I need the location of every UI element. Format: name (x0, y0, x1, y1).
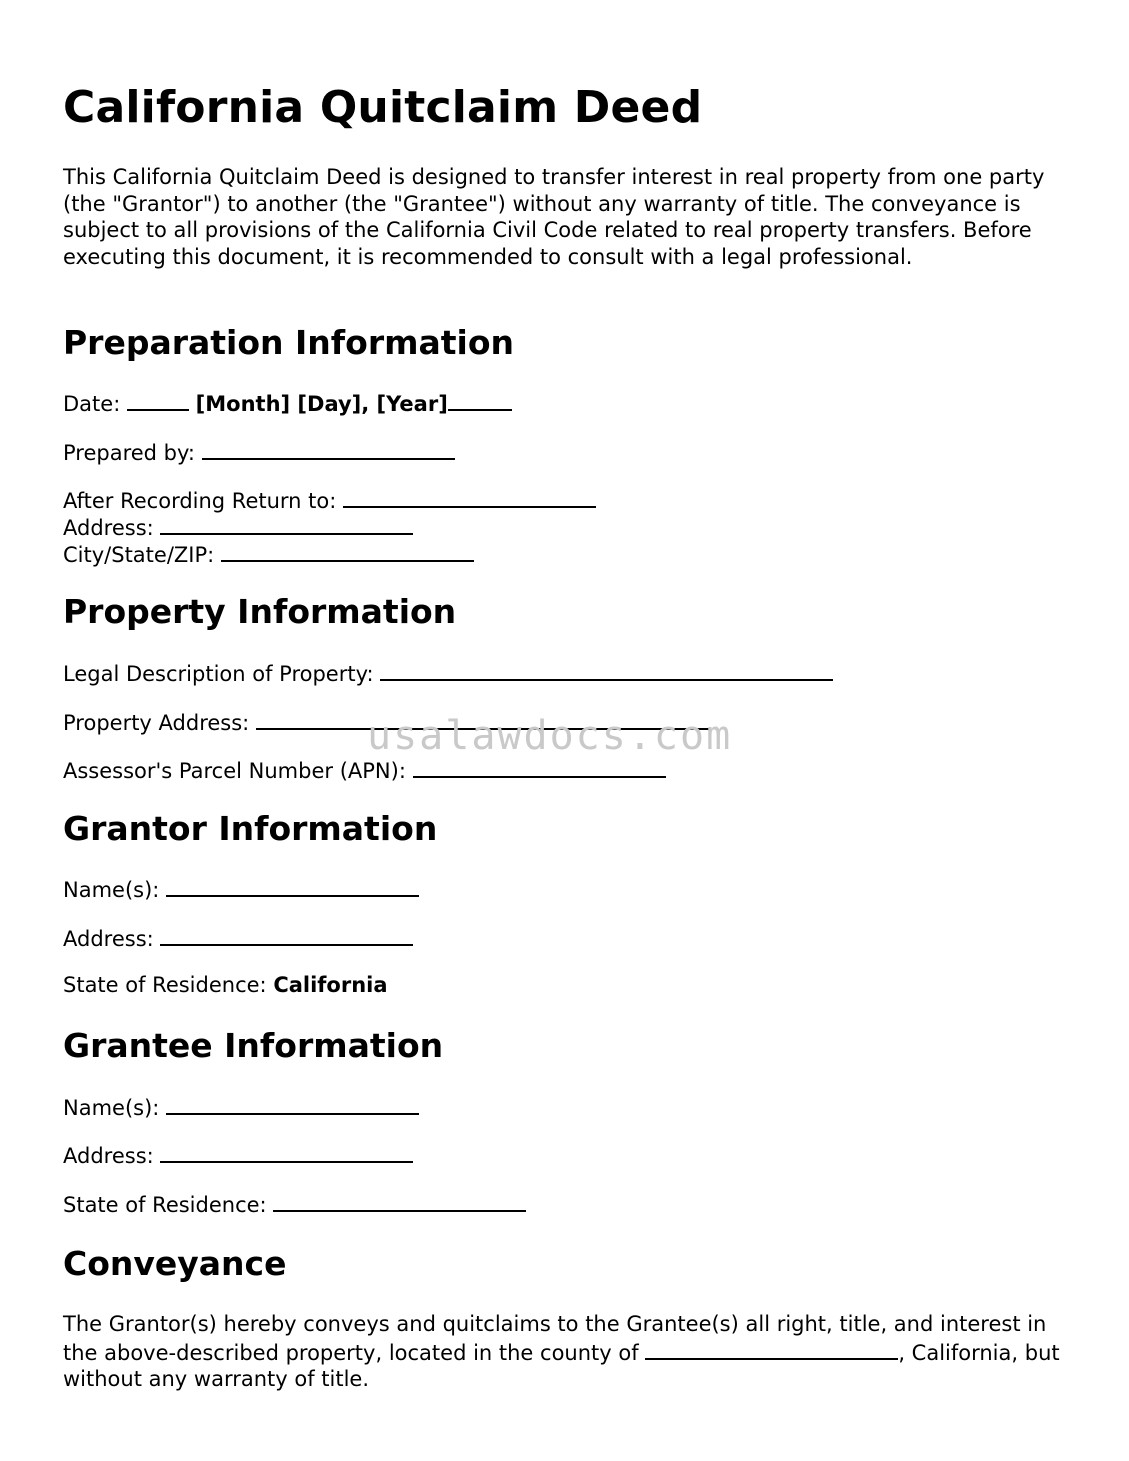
city-state-zip-label: City/State/ZIP: (63, 543, 215, 567)
conveyance-text-after: , California, but without any warranty of title. (63, 1340, 1060, 1391)
grantee-names-line (63, 1093, 419, 1122)
grantee-address-line (63, 1141, 413, 1170)
grantor-address-field[interactable] (160, 924, 413, 946)
legal-description-label: Legal Description of Property: (63, 662, 374, 686)
property-address-label: Property Address: (63, 711, 250, 735)
grantee-heading: Grantee Information (63, 1026, 444, 1065)
grantee-state-field[interactable] (273, 1190, 526, 1212)
grantee-address-label: Address: (63, 1144, 154, 1168)
prepared-by-field[interactable] (202, 438, 455, 460)
watermark-text: usalawdocs.com (367, 713, 733, 759)
apn-line (63, 756, 666, 785)
grantor-names-field[interactable] (166, 875, 419, 897)
grantee-names-label: Name(s): (63, 1096, 160, 1120)
property-heading: Property Information (63, 592, 457, 631)
apn-field[interactable] (413, 756, 666, 778)
document-title: California Quitclaim Deed (63, 82, 703, 133)
grantor-state-value: California (273, 973, 388, 997)
legal-description-line (63, 659, 833, 688)
grantor-names-label: Name(s): (63, 878, 160, 902)
grantee-state-label: State of Residence: (63, 1193, 267, 1217)
grantor-heading: Grantor Information (63, 809, 438, 848)
return-to-field[interactable] (343, 486, 596, 508)
date-blank-before[interactable] (127, 389, 189, 411)
grantor-address-label: Address: (63, 927, 154, 951)
grantor-names-line (63, 875, 419, 904)
prepared-by-line (63, 438, 455, 467)
legal-description-field[interactable] (380, 659, 833, 681)
return-to-line (63, 486, 596, 515)
prepared-by-label: Prepared by: (63, 441, 195, 465)
intro-paragraph: This California Quitclaim Deed is designed to transfer interest in real property from one party (the "Grantor") to another (the "Grantee") without any warranty of title. The conveyance is subject to all provisions of the California Civil Code related to real property transfers. Before executing this document, it is recommended to consult with a legal professional. (63, 165, 1045, 269)
grantee-address-field[interactable] (160, 1141, 413, 1163)
conveyance-heading: Conveyance (63, 1244, 287, 1283)
conveyance-paragraph (63, 1311, 1068, 1393)
county-field[interactable] (645, 1338, 898, 1360)
return-address-field[interactable] (160, 513, 413, 535)
grantee-names-field[interactable] (166, 1093, 419, 1115)
return-to-label: After Recording Return to: (63, 489, 337, 513)
city-state-zip-field[interactable] (221, 540, 474, 562)
apn-label: Assessor's Parcel Number (APN): (63, 759, 406, 783)
date-blank-after[interactable] (448, 389, 512, 411)
date-line (63, 389, 512, 418)
date-value: [Month] [Day], [Year] (195, 392, 448, 416)
return-address-label: Address: (63, 516, 154, 540)
grantor-state-label: State of Residence: (63, 973, 267, 997)
grantor-address-line (63, 924, 413, 953)
conveyance-text-before: The Grantor(s) hereby conveys and quitclaims to the Grantee(s) all right, title, and interest in the above-described property, located in the county of (63, 1312, 1047, 1365)
grantor-state-line (63, 972, 388, 999)
grantee-state-line (63, 1190, 526, 1219)
date-label: Date: (63, 392, 121, 416)
preparation-heading: Preparation Information (63, 323, 514, 362)
city-state-zip-line (63, 540, 474, 569)
return-address-line (63, 513, 413, 542)
